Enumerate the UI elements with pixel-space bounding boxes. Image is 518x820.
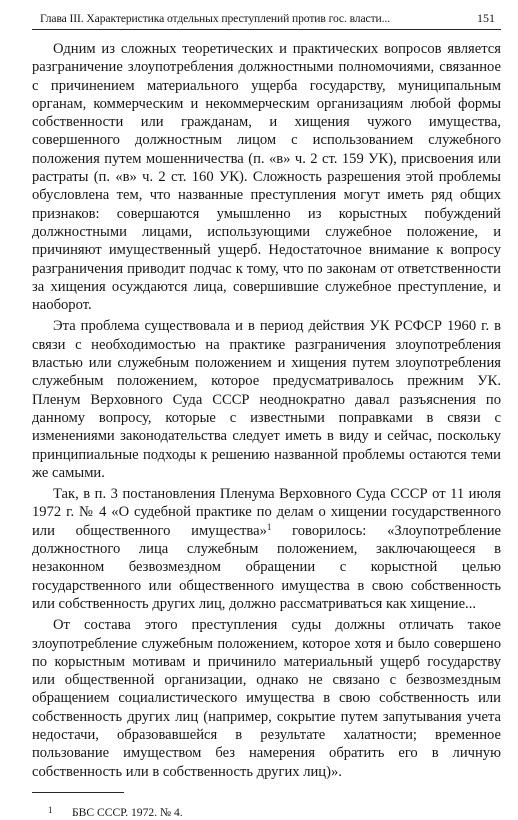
- footnote-text: БВС СССР. 1972. № 4.: [72, 805, 183, 819]
- running-head: [32, 10, 501, 30]
- book-page: [32, 10, 501, 820]
- footnote-reference: 1: [266, 521, 272, 532]
- paragraph-1: Одним из сложных теоретических и практических вопросов является разграничение злоупотребления должностными полномочиями, связанное с причинением материального ущерба государству, муниципальным органам, коммерческим и некоммерческим организациям любой формы собственности или гражданам, и хищения чужого имущества, совершенного должностным лицом с использованием служебного положения путем мошенничества (п. «в» ч. 2 ст. 159 УК), присвоения или растраты (п. «в» ч. 2 ст. 160 УК). Сложность разрешения этой проблемы обусловлена тем, что названные преступления могут иметь ряд общих признаков: совершаются умышленно из корыстных побуждений должностными лицами, использующими служебное положение, и причиняют имущественный ущерб. Недостаточное внимание к вопросу разграничения приводит подчас к тому, что по законам от ответственности за хищения осуждаются лица, совершившие служебное преступление, и наоборот.: [32, 41, 501, 314]
- paragraph-2: Эта проблема существовала и в период действия УК РСФСР 1960 г. в связи с необходимостью на практике разграничения злоупотребления властью или служебным положением и хищения путем злоупотребления служебным положением, которое предусматривалось прежним УК. Пленум Верховного Суда СССР неоднократно давал разъяснения по данному вопросу, которые с известными поправками в связи с изменениями законодательства следует иметь в виду и сейчас, поскольку принципиальные подходы к решению названной проблемы остаются теми же самыми.: [32, 318, 501, 481]
- paragraph-3-end: говорилось: «Злоупотребление должностного лица служебным положением, заключающееся в незаконном безвозмездном обращении с корыстной целью государственного или общественного имущества в свою собственность или собственность других лиц, должно рассматриваться как хищение...: [32, 522, 501, 612]
- paragraph-3: [32, 485, 501, 613]
- paragraph-4: От состава этого преступления суды должны отличать такое злоупотребление служебным положением, которое хотя и было совершено по корыстным мотивам и причинило материальный ущерб государству или общественной организации, однако не связано с безвозмездным обращением социалистического имущества в свою собственность или собственность других лиц (например, сокрытие путем запутывания учета недостачи, образовавшейся в результате халатности; временное пользование имуществом без намерения обратить его в личную собственность или в собственность других лиц)».: [32, 617, 501, 780]
- footnote-separator: [32, 792, 124, 793]
- footnote: [32, 803, 501, 820]
- footnote-mark: 1: [48, 804, 53, 815]
- chapter-title: Глава III. Характеристика отдельных преступлений против гос. власти...: [40, 12, 391, 25]
- paragraph-3-start: Так, в п. 3 постановления Пленума Верховного Суда СССР от 11 июля 1972 г. № 4 «О судебной практике по делам о хищении государственного или общественного имущества»: [32, 486, 501, 539]
- page-number: 151: [477, 11, 495, 25]
- body-text: [32, 40, 501, 781]
